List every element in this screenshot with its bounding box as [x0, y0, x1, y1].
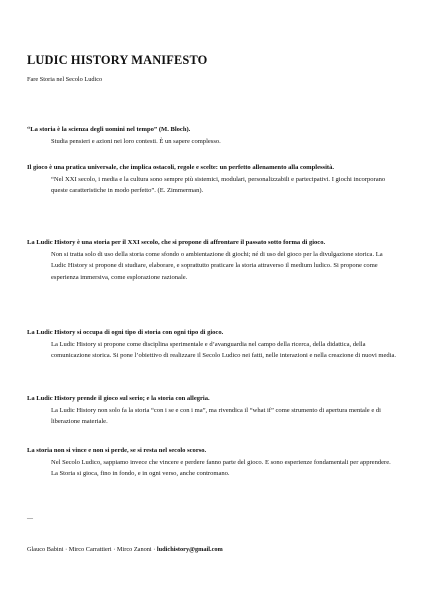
section-every-history — [27, 327, 399, 362]
footer-separator: — — [27, 516, 33, 522]
section-heading: La storia non si vince e non si perde, se si resta nel secolo scorso. — [27, 447, 207, 454]
section-heading: La Ludic History è una storia per il XXI secolo, che si propone di affrontare il passato sotto forma di gioco. — [27, 239, 326, 246]
section-heading: Il gioco è una pratica universale, che implica ostacoli, regole e scelte: un perfetto allenamento alla complessità. — [27, 164, 334, 171]
footer-authors: Glauco Babini · Mirco Carrattieri · Mirco Zanoni · — [27, 546, 157, 553]
section-heading: La Ludic History prende il gioco sul serio; e la storia con allegria. — [27, 395, 210, 402]
section-body: Nel Secolo Ludico, sappiamo invece che vincere e perdere fanno parte del gioco. E sono esperienze fondamentali per apprendere. La Storia si gioca, fino in fondo, e in ogni verso, anche contromano. — [51, 458, 391, 478]
section-bloch-quote — [27, 124, 399, 147]
section-body: Studia pensieri e azioni nei loro contesti. È un sapere complesso. — [51, 137, 221, 145]
section-21st-century-history — [27, 237, 399, 283]
section-heading: “La storia è la scienza degli uomini nel tempo” (M. Bloch). — [27, 126, 191, 133]
section-game-practice — [27, 162, 399, 197]
page-title: LUDIC HISTORY MANIFESTO — [27, 53, 208, 67]
page-subtitle: Fare Storia nel Secolo Ludico — [27, 76, 103, 83]
section-body: “Nel XXI secolo, i media e la cultura sono sempre più sistemici, modulari, personalizzabili e partecipativi. I giochi incorporano queste caratteristiche in modo perfetto”. (E. Zimmerman). — [51, 175, 386, 195]
section-serious-play — [27, 393, 399, 428]
footer-credits — [27, 546, 223, 553]
section-heading: La Ludic History si occupa di ogni tipo di storia con ogni tipo di gioco. — [27, 329, 224, 336]
section-win-lose — [27, 445, 399, 480]
section-body: La Ludic History si propone come disciplina sperimentale e d’avanguardia nel campo della ricerca, della didattica, della comunicazione storica. Si pone l’obiettivo di realizzare il Secolo Ludico nei fatti, nelle interazioni e nella creazione di nuovi media. — [51, 340, 397, 360]
section-body: La Ludic History non solo fa la storia “con i se e con i ma”, ma rivendica il “what if” come strumento di apertura mentale e di liberazione materiale. — [51, 406, 381, 426]
section-body: Non si tratta solo di uso della storia come sfondo o ambientazione di giochi; né di uso del gioco per la divulgazione storica. La Ludic History si propone di studiare, elaborare, e soprattutto praticare la storia attraverso il medium ludico. Si propone come esperienza immersiva, come esplorazione razionale. — [51, 250, 383, 281]
footer-email[interactable]: ludichistory@gmail.com — [156, 546, 223, 553]
